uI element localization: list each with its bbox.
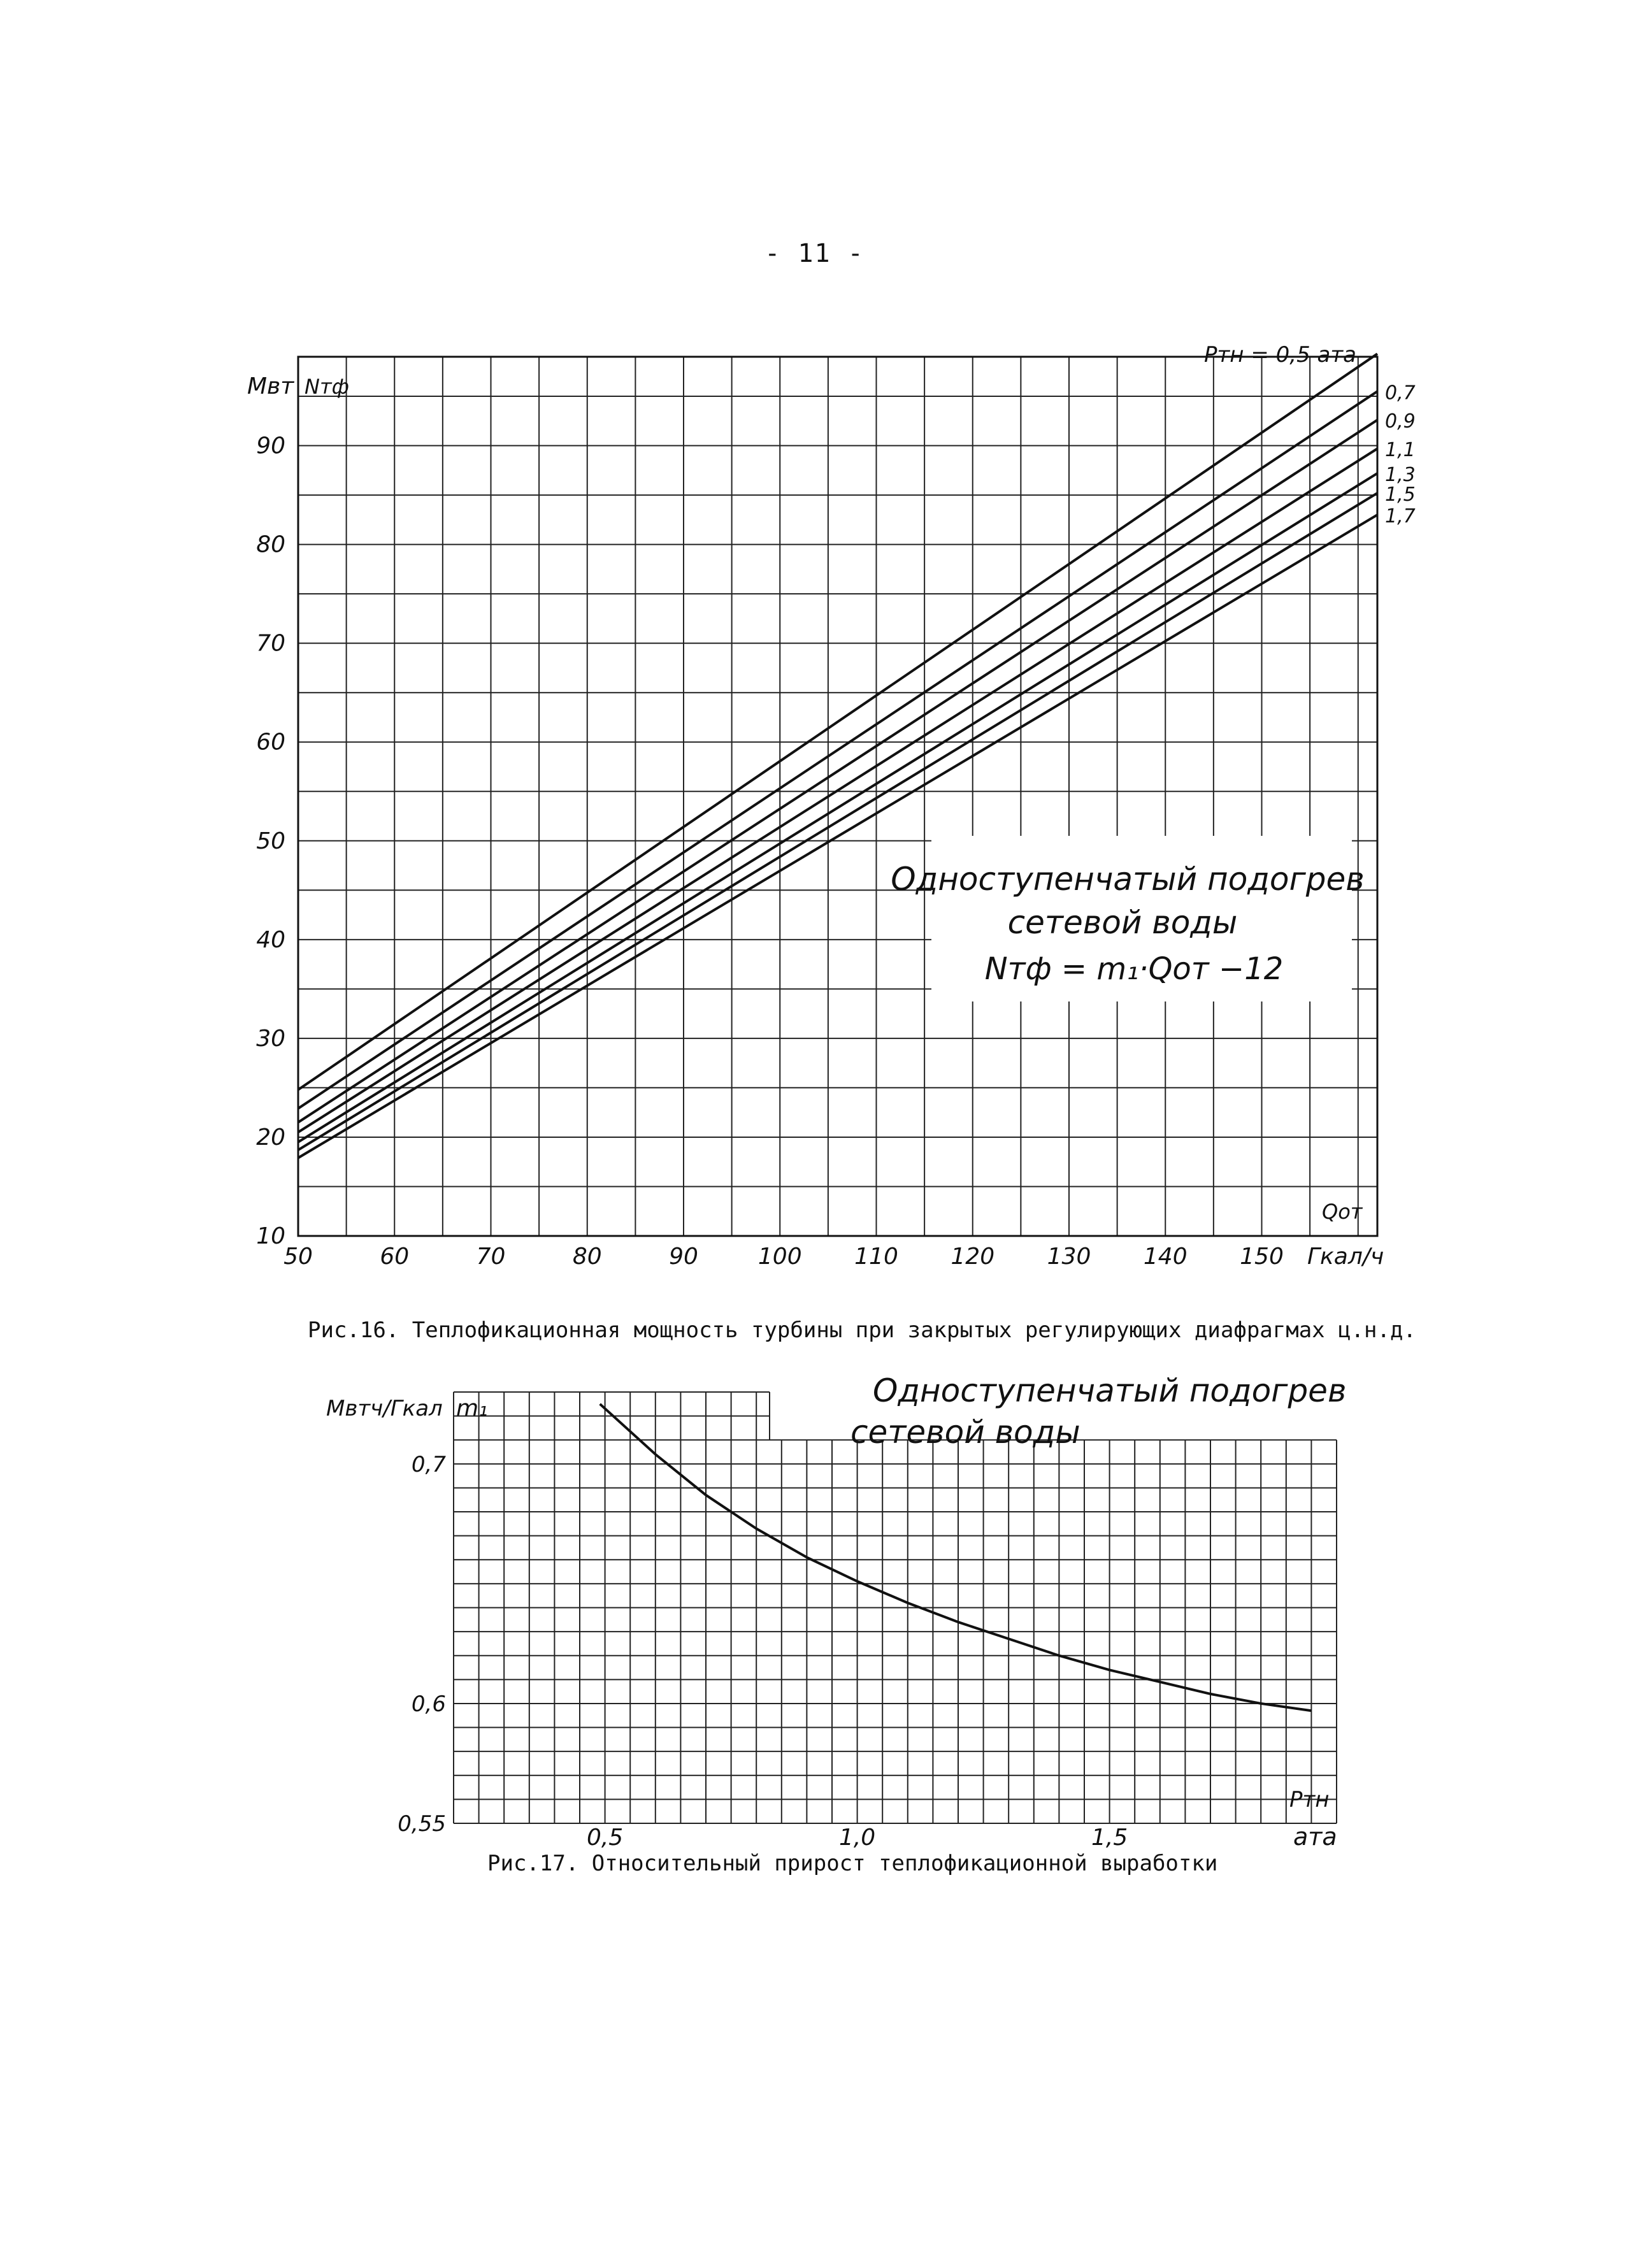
fig16-series-label: 0,9 (1385, 410, 1416, 433)
fig16-param-label: Pтн = 0,5 ата (1204, 342, 1356, 368)
fig16-series-line (298, 493, 1377, 1150)
fig16-y-tick-label: 70 (256, 630, 285, 657)
fig16-y-tick-label: 40 (256, 926, 285, 953)
fig16-y-tick-label: 80 (256, 531, 285, 558)
fig16-x-tick-label: 80 (572, 1244, 602, 1270)
fig16-plot-frame (298, 357, 1377, 1236)
fig16-x-tick-label: 90 (669, 1244, 698, 1270)
page-number: - 11 - (764, 239, 865, 268)
fig16-y-tick-label: 30 (256, 1025, 285, 1052)
figure-16-caption: Рис.16. Теплофикационная мощность турбины при закрытых регулирующих диафрагмах ц.н.д. (308, 1317, 1416, 1343)
fig16-y-tick-label: 10 (256, 1223, 285, 1249)
fig17-y-tick-label: 0,7 (411, 1451, 446, 1477)
fig16-series-label: 1,1 (1385, 439, 1416, 462)
fig16-x-tick-label: 100 (757, 1244, 802, 1270)
fig16-x-tick-label: 60 (380, 1244, 410, 1270)
fig16-annotation-line-2: сетевой воды (1007, 904, 1238, 941)
fig17-x-symbol: Pтн (1289, 1787, 1330, 1812)
fig16-series-line (298, 449, 1377, 1132)
fig17-annotation-line-2: сетевой воды (850, 1414, 1080, 1451)
fig17-annotation-line-1: Одноступенчатый подогрев (873, 1372, 1347, 1409)
figure-17-caption: Рис.17. Относительный прирост теплофикационной выработки (487, 1851, 1218, 1876)
fig16-x-tick-label: 70 (476, 1244, 506, 1270)
fig16-x-tick-label: 140 (1143, 1244, 1188, 1270)
fig17-y-unit: Мвтч/Гкал (326, 1396, 443, 1421)
fig16-annotation-formula: Nтф = m₁·Qот −12 (984, 951, 1284, 987)
fig17-x-tick-label: 1,5 (1091, 1825, 1128, 1851)
fig16-series-line (298, 473, 1377, 1142)
fig16-series-label: 1,5 (1385, 483, 1416, 506)
fig17-y-tick-label: 0,6 (411, 1691, 446, 1717)
fig16-x-tick-label: 130 (1047, 1244, 1091, 1270)
fig16-y-tick-label: 50 (256, 828, 285, 854)
fig16-series-line (298, 420, 1377, 1122)
fig16-y-tick-label: 60 (256, 729, 285, 756)
fig16-y-unit: Мвт (247, 373, 294, 399)
fig16-x-unit: Гкал/ч (1307, 1244, 1384, 1270)
fig16-series-label: 1,7 (1385, 505, 1416, 528)
fig17-x-tick-label: 0,5 (586, 1825, 624, 1851)
fig16-y-tick-label: 90 (256, 433, 285, 459)
fig17-x-tick-label: 1,0 (838, 1825, 876, 1851)
fig17-y-tick-label: 0,55 (398, 1811, 446, 1837)
fig16-x-tick-label: 120 (951, 1244, 995, 1270)
fig16-y-tick-label: 20 (256, 1124, 285, 1151)
fig16-annotation-line-1: Одноступенчатый подогрев (891, 861, 1365, 898)
fig17-x-unit: ата (1293, 1823, 1337, 1851)
fig16-x-symbol: Qот (1322, 1200, 1363, 1224)
fig16-series-label: 1,3 (1385, 463, 1416, 486)
fig16-y-symbol: Nтф (305, 375, 349, 399)
fig16-series-label: 0,7 (1385, 382, 1416, 405)
fig17-y-symbol: m₁ (456, 1395, 488, 1421)
fig16-x-tick-label: 110 (854, 1244, 898, 1270)
fig16-x-tick-label: 150 (1240, 1244, 1284, 1270)
fig16-x-tick-label: 50 (283, 1244, 313, 1270)
